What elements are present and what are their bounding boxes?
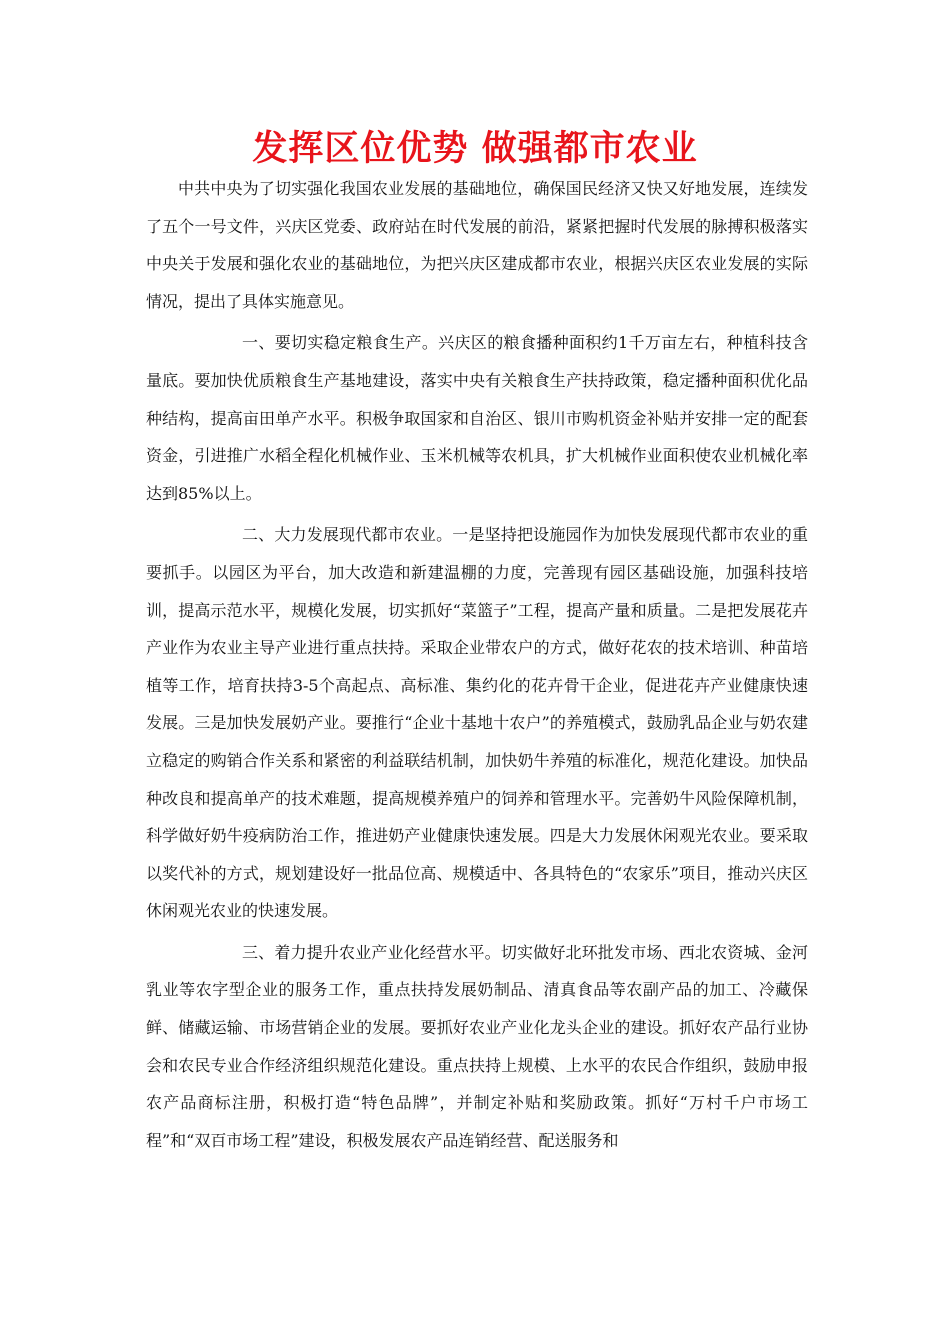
paragraph-section-1: 一、要切实稳定粮食生产。兴庆区的粮食播种面积约1千万亩左右，种植科技含量底。要加快优质粮食生产基地建设，落实中央有关粮食生产扶持政策，稳定播种面积优化品种结构，提高亩田单产水平。积极争取国家和自治区、银川市购机资金补贴并安排一定的配套资金，引进推广水稻全程化机械作业、玉米机械等农机具，扩大机械作业面积使农业机械化率达到85%以上。 (146, 333, 808, 503)
document-body (146, 170, 808, 1159)
paragraph-section-3: 三、着力提升农业产业化经营水平。切实做好北环批发市场、西北农资城、金河乳业等农字型企业的服务工作，重点扶持发展奶制品、清真食品等农副产品的加工、冷藏保鲜、储藏运输、市场营销企业的发展。要抓好农业产业化龙头企业的建设。抓好农产品行业协会和农民专业合作经济组织规范化建设。重点扶持上规模、上水平的农民合作组织，鼓励申报农产品商标注册，积极打造“特色品牌”，并制定补贴和奖励政策。抓好“万村千户市场工程”和“双百市场工程”建设，积极发展农产品连销经营、配送服务和 (146, 942, 808, 1150)
paragraph-intro: 中共中央为了切实强化我国农业发展的基础地位，确保国民经济又快又好地发展，连续发了五个一号文件，兴庆区党委、政府站在时代发展的前沿，紧紧把握时代发展的脉搏积极落实中央关于发展和强化农业的基础地位，为把兴庆区建成都市农业，根据兴庆区农业发展的实际情况，提出了具体实施意见。 (146, 179, 808, 311)
paragraph-section-2: 二、大力发展现代都市农业。一是坚持把设施园作为加快发展现代都市农业的重要抓手。以园区为平台，加大改造和新建温棚的力度，完善现有园区基础设施，加强科技培训，提高示范水平，规模化发展，切实抓好“菜篮子”工程，提高产量和质量。二是把发展花卉产业作为农业主导产业进行重点扶持。采取企业带农户的方式，做好花农的技术培训、种苗培植等工作，培育扶持3-5个高起点、高标准、集约化的花卉骨干企业，促进花卉产业健康快速发展。三是加快发展奶产业。要推行“企业十基地十农户”的养殖模式，鼓励乳品企业与奶农建立稳定的购销合作关系和紧密的利益联结机制，加快奶牛养殖的标准化，规范化建设。加快品种改良和提高单产的技术难题，提高规模养殖户的饲养和管理水平。完善奶牛风险保障机制，科学做好奶牛疫病防治工作，推进奶产业健康快速发展。四是大力发展休闲观光农业。要采取以奖代补的方式，规划建设好一批品位高、规模适中、各具特色的“农家乐”项目，推动兴庆区休闲观光农业的快速发展。 (146, 525, 808, 921)
document-title: 发挥区位优势 做强都市农业 (252, 128, 698, 169)
